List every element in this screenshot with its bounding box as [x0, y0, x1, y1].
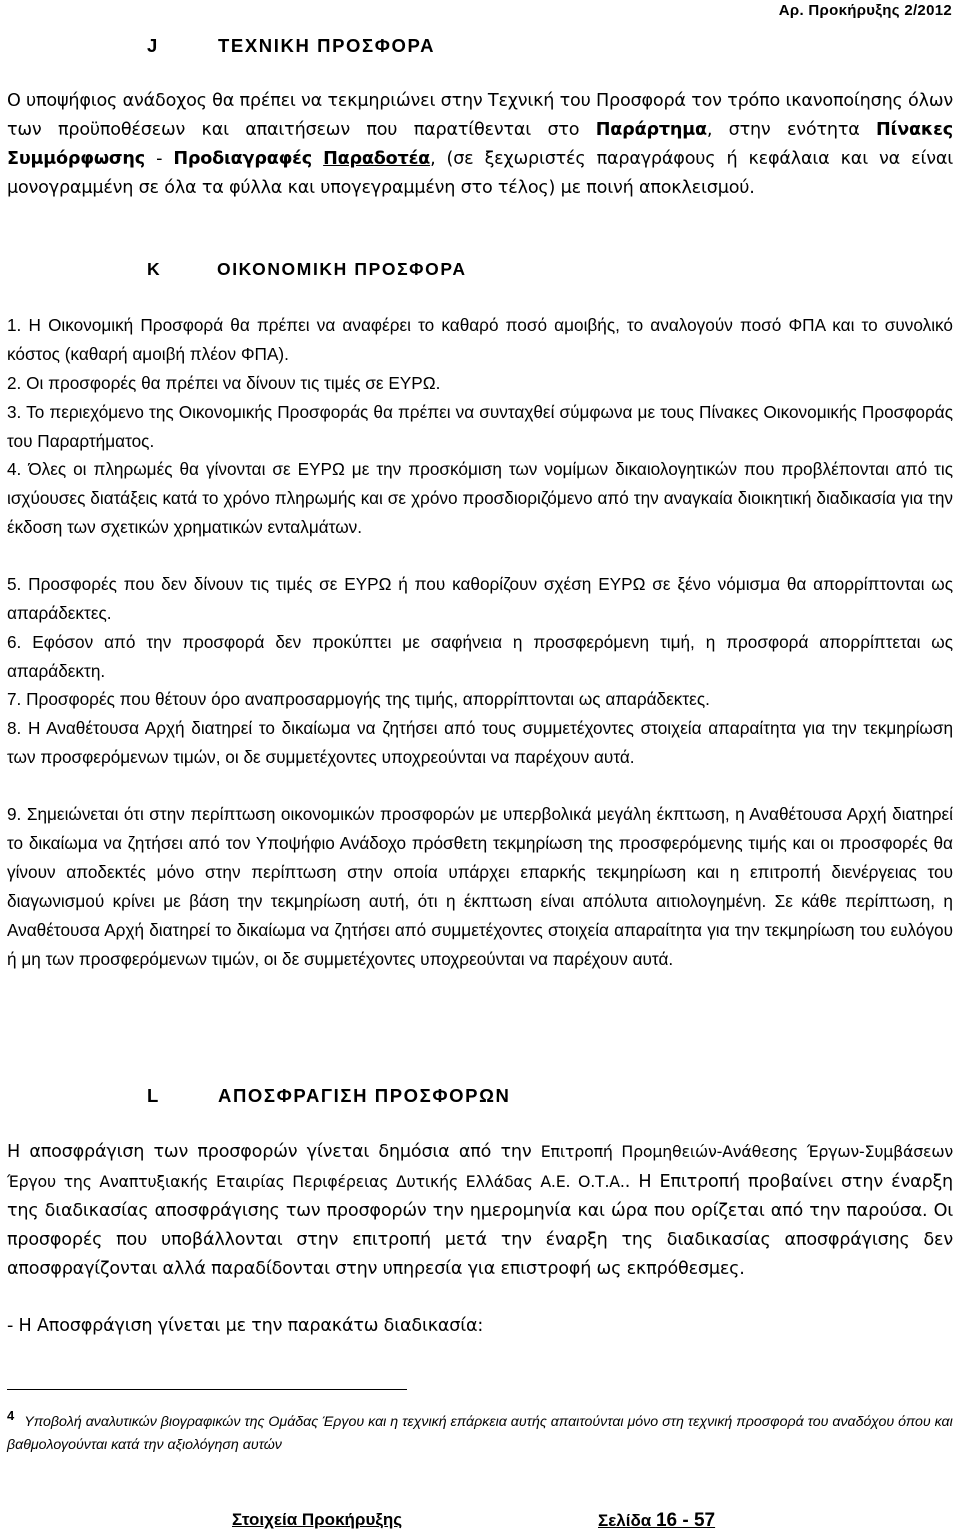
list-item: [7, 714, 953, 772]
section-j-heading: [147, 35, 435, 57]
text-run-bold-underline: Παραδοτέα: [323, 149, 431, 169]
item-number: 6.: [7, 632, 22, 652]
item-number: 3.: [7, 402, 22, 422]
item-number: 5.: [7, 574, 22, 594]
list-item: [7, 685, 953, 714]
header-reference: Αρ. Προκήρυξης 2/2012: [778, 2, 952, 19]
section-k-heading: [147, 259, 467, 280]
item-number: 2.: [7, 373, 22, 393]
page-label: Σελίδα: [598, 1511, 656, 1530]
text-run: , (σε ξεχωριστές παραγράφους ή κεφάλαια και να είναι μονογραμμένη σε όλα τα φύλλα και υπογεγραμμένη στο τέλος) με ποινή αποκλεισμού.: [7, 149, 953, 198]
list-item: [7, 570, 953, 628]
footer-left: Στοιχεία Προκήρυξης: [232, 1510, 403, 1529]
text-run: Ο υποψήφιος ανάδοχος θα πρέπει να τεκμηριώνει στην Τεχνική του Προσφορά τον τρόπο ικανοποίησης όλων των προϋποθέσεων και απαιτήσεων που παρατίθενται στο: [7, 91, 953, 140]
list-item: [7, 311, 953, 369]
item-number: 4.: [7, 459, 22, 479]
section-title: ΤΕΧΝΙΚΗ ΠΡΟΣΦΟΡΑ: [218, 35, 436, 56]
item-text: Προσφορές που θέτουν όρο αναπροσαρμογής της τιμής, απορρίπτονται ως απαράδεκτες.: [26, 689, 710, 709]
section-title: ΟΙΚΟΝΟΜΙΚΗ ΠΡΟΣΦΟΡΑ: [217, 259, 467, 279]
section-l-heading: [147, 1085, 510, 1107]
footnote-text: Υποβολή αναλυτικών βιογραφικών της Ομάδας Έργου και η τεχνική επάρκεια αυτής απαιτούνται μόνο στη τεχνική προσφορά του αναδόχου όπου και βαθμολογούνται κατά την αξιολόγηση αυτών: [7, 1414, 953, 1453]
footnote-separator: [7, 1389, 407, 1390]
item-text: Οι προσφορές θα πρέπει να δίνουν τις τιμές σε ΕΥΡΩ.: [26, 373, 441, 393]
item-text: Προσφορές που δεν δίνουν τις τιμές σε ΕΥΡΩ ή που καθορίζουν σχέση ΕΥΡΩ σε ξένο νόμισμα θα απορρίπτονται ως απαράδεκτες.: [7, 574, 953, 623]
text-run: , στην ενότητα: [706, 120, 877, 140]
text-run: -: [144, 149, 174, 169]
list-item: [7, 628, 953, 686]
list-item: [7, 800, 953, 974]
item-number: 9.: [7, 804, 22, 824]
footnote-mark: 4: [7, 1408, 15, 1423]
section-title: ΑΠΟΣΦΡΑΓΙΣΗ ΠΡΟΣΦΟΡΩΝ: [218, 1085, 511, 1106]
footnote: [7, 1410, 953, 1457]
item-text: Το περιεχόμενο της Οικονομικής Προσφοράς θα πρέπει να συνταχθεί σύμφωνα με τους Πίνακες Οικονομικής Προσφοράς του Παραρτήματος.: [7, 402, 953, 451]
text-run-bold: Παράρτημα: [595, 120, 707, 140]
text-run-committee: Επιτροπή Προμηθειών-Ανάθεσης Έργων-Συμβάσεων Έργου της Αναπτυξιακής Εταιρίας Περιφέρειας Δυτικής Ελλάδας Α.Ε. Ο.Τ.Α.: [7, 1142, 954, 1191]
item-text: Εφόσον από την προσφορά δεν προκύπτει με σαφήνεια η προσφερόμενη τιμή, η προσφορά απορρίπτεται ως απαράδεκτη.: [7, 632, 954, 681]
section-letter: J: [147, 35, 159, 56]
item-number: 1.: [7, 315, 22, 335]
item-text: Σημειώνεται ότι στην περίπτωση οικονομικών προσφορών με υπερβολικά μεγάλη έκπτωση, η Αναθέτουσα Αρχή διατηρεί το δικαίωμα να ζητήσει από τον Υποψήφιο Ανάδοχο πρόσθετη τεκμηρίωση της προσφερόμενης τιμής και οι προσφορές θα γίνουν αποδεκτές μόνο στην περίπτωση στην οποία υπάρχει επαρκής τεκμηρίωση και η επιτροπή διενέργειας του διαγωνισμού κρίνει με βάση την τεκμηρίωση αυτή, ότι η έκπτωση είναι απόλυτα αιτιολογημένη. Σε κάθε περίπτωση, η Αναθέτουσα Αρχή διατηρεί το δικαίωμα να ζητήσει από συμμετέχοντες στοιχεία απαραίτητα για την τεκμηρίωση του ευλόγου ή μη των προσφερόμενων τιμών, οι δε συμμετέχοντες υποχρεούνται να παρέχουν αυτά.: [7, 804, 953, 969]
paragraph-procedure: - Η Αποσφράγιση γίνεται με την παρακάτω διαδικασία:: [7, 1316, 484, 1336]
list-item: [7, 369, 953, 398]
item-number: 7.: [7, 689, 22, 709]
list-item: [7, 455, 953, 542]
text-run-bold: Προδιαγραφές: [173, 149, 312, 169]
text-run-bold: Πίνακες Συμμόρφωσης: [7, 120, 953, 169]
item-text: Όλες οι πληρωμές θα γίνονται σε ΕΥΡΩ με την προσκόμιση των νομίμων δικαιολογητικών που προβλέπονται από τις ισχύουσες διατάξεις κατά το χρόνο πληρωμής και σε χρόνο προσδιοριζόμενο από την αναγκαία διοικητική διαδικασία για την έκδοση των σχετικών χρηματικών ενταλμάτων.: [7, 459, 953, 537]
item-text: Η Αναθέτουσα Αρχή διατηρεί το δικαίωμα να ζητήσει από τους συμμετέχοντες στοιχεία απαραίτητα για την τεκμηρίωση των προσφερόμενων τιμών, οι δε συμμετέχοντες υποχρεούνται να παρέχουν αυτά.: [7, 718, 953, 767]
list-item: [7, 398, 953, 456]
paragraph-technical-offer: [7, 87, 953, 203]
section-letter: L: [147, 1085, 160, 1106]
page-number: 16 - 57: [655, 1510, 716, 1531]
text-run: . Η Επιτροπή προβαίνει στην έναρξη της διαδικασίας αποσφράγισης των προσφορών την ημερομηνία και ώρα που ορίζεται από την παρούσα. Οι προσφορές που υποβάλλονται στην επιτροπή μετά την έναρξη της διαδικασίας αποσφράγισης δεν αποσφραγίζονται αλλά παραδίδονται στην υπηρεσία για επιστροφή ως εκπρόθεσμες.: [7, 1172, 954, 1279]
text-run: Η αποσφράγιση των προσφορών γίνεται δημόσια από την: [7, 1142, 541, 1162]
section-letter: Κ: [147, 259, 162, 279]
footer-page: [598, 1510, 715, 1532]
item-number: 8.: [7, 718, 22, 738]
paragraph-opening-of-offers: [7, 1137, 953, 1284]
text-run: [312, 149, 323, 169]
item-text: Η Οικονομική Προσφορά θα πρέπει να αναφέρει το καθαρό ποσό αμοιβής, το αναλογούν ποσό ΦΠΑ και το συνολικό κόστος (καθαρή αμοιβή πλέον ΦΠΑ).: [7, 315, 953, 364]
